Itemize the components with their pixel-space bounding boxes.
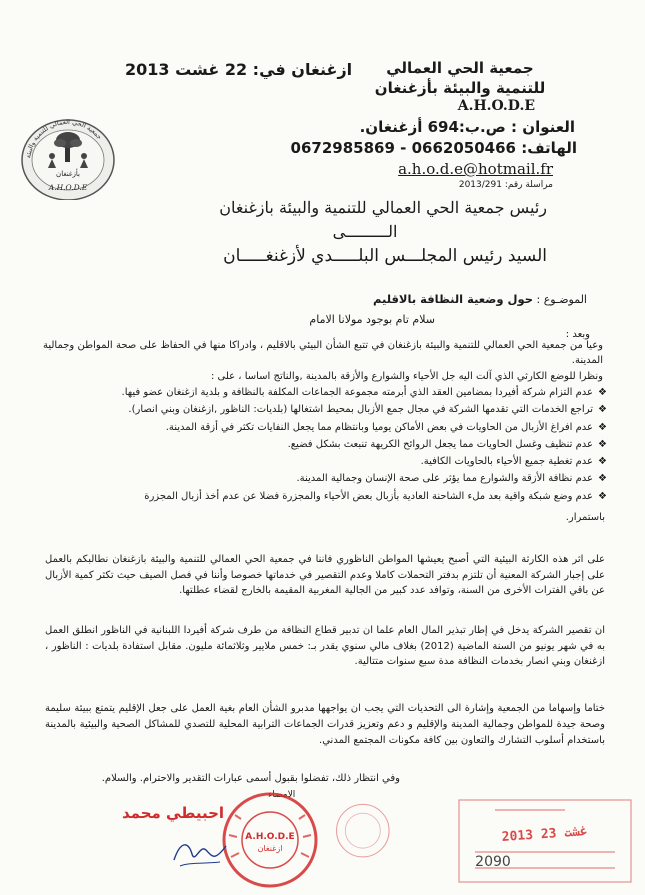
list-item: ❖ عدم نظافة الأزقة والشوارع مما يؤثر على صحة الإنسان وجمالية المدينة. [42,470,607,487]
faded-stamp-icon [330,800,400,870]
reference-number: مراسلة رقم: 2013/291 [458,180,553,190]
signatory-name: احبيطي محمد [122,804,225,822]
paragraph-3: على اثر هذه الكارثة البيئية التي أصبح يعيشها المواطن الناظوري فاننا في جمعية الحي العمالي للتنمية والبيئة بازغنغان نطالبكم بالعمل على إجبار الشركة المعنية أن تلتزم بدفتر التحملات كاملا وعدم التقصير في خدماتها خصوصا وأننا في فصل الصيف حيث تكثر كمية الأزبال عن باقي الفترات الأخرى من السنة، وتوافد عدد كبير من الجالية المغربية المقيمة بالخارج لقضاء عطلتها. [45,554,605,596]
logo-town: بأزغنغان [56,170,80,178]
org-name-line2: للتنمية والبيئة بأزغنغان [374,79,546,97]
org-address: العنوان : ص.ب:694 أزغنغان. [359,118,575,136]
received-stamp-date: 2013 غشت 23 [501,824,589,845]
letter-date: ازغنغان في: 22 غشت 2013 [125,60,353,79]
paragraph-5: ختاما وإسهاما من الجمعية وإشارة الى التحديات التي يجب ان يواجهها مدبرو الشأن العام بغية العمل على جعل الإقليم يتمتع ببيئة سليمة وصحة جيدة للمواطن وجمالية المدينة والإقليم و دعم وتعزيز قدرات الجماعات الترابية المحلية للتصدي للمشاكل الصحية والبيئية بالمدينة باستخدام أسلوب التشارك والتعاون بين كافة مكونات المجتمع المدني. [45,703,605,746]
org-logo-emblem [18,110,118,200]
salutation: سلام تام بوجود مولانا الامام [309,313,435,326]
org-acronym: A.H.O.D.E [457,98,535,114]
list-item: ❖ عدم التزام شركة أفيردا بمضامين العقد الذي أبرمته مجموعة الجماعات المكلفة بالنظافة و بلدية ازغنغان عضو فيها. [42,384,607,401]
list-item: ❖ تراجع الخدمات التي تقدمها الشركة في مجال جمع الأزبال بمحيط اشتغالها (بلديات: الناظور ,ازغنغان وبني انصار). [42,401,607,418]
round-stamp-town: ازغنغان [257,844,283,853]
bullet-continuation: باستمرار. [565,512,605,523]
list-item: ❖ عدم وضع شبكة واقية بعد ملء الشاحنة العادية بأزبال بعض الأحياء والمجزرة فضلا عن عدم أخذ أزبال المجزرة [42,488,607,505]
logo-acronym: A.H.O.D.E [48,183,88,192]
paragraph-4: ان تقصير الشركة يدخل في إطار تبذير المال العام علما ان تدبير قطاع النظافة من طرف شركة أفيردا اللبنانية في الناظور انطلق العمل به في شهر يونيو من السنة الماضية (2012) بغلاف مالي سنوي يقدر بـ: خمس ملايير وثلاثمائة مليون. مقابل استفادة بلديات : الناظور ، ازغنغان وبني انصار بخدمات النظافة مدة سبع سنوات متتالية. [45,625,605,667]
logo-arc-text: جمعية الحي العمالي للتنمية والبيئة [24,117,104,159]
paragraph-1: وعيا من جمعية الحي العمالي للتنمية والبيئة بازغنغان في تتبع الشأن البيئي بالاقليم ، وادراكا منها في الحفاظ على صحة المواطن وجمالية المدينة. [43,340,603,366]
list-item: ❖ عدم افراغ الأزبال من الحاويات في بعض الأماكن يوميا وبانتظام مما يجعل النفايات تكثر في أزقة المدينة. [42,419,607,436]
list-item: ❖ عدم تنظيف وغسل الحاويات مما يجعل الروائح الكريهة تنبعث بشكل فضيع. [42,436,607,453]
received-stamp-number: 2090 [475,854,511,870]
org-phone: الهاتف: 0662050466 - 0672985869 [290,139,577,157]
paragraph-2: ونظرا للوضع الكارثي الذي آلت اليه جل الأحياء والشوارع والأزقة بالمدينة ,والناتج اساسا ، على : [210,371,603,382]
received-stamp-icon [455,796,635,886]
org-name [345,58,575,98]
handwritten-signature [170,832,230,872]
subject-line [373,292,587,306]
list-item: ❖ عدم تغطية جميع الأحياء بالحاويات الكافية. [42,453,607,470]
recipient-title: السيد رئيس المجلـــس البلـــــدي لأزغنغـــــان [223,246,547,266]
subject-text: حول وضعية النظافة بالاقليم [373,292,534,306]
round-stamp-text: A.H.O.D.E [245,832,295,842]
problems-list [42,384,607,505]
after-greeting: وبعد : [565,329,590,340]
closing-line: وفي انتظار ذلك، تفضلوا بقبول أسمى عبارات التقدير والاحترام. والسلام. [101,773,400,784]
org-name-line1: جمعية الحي العمالي [386,59,534,77]
sender-title: رئيس جمعية الحي العمالي للتنمية والبيئة بازغنغان [219,198,547,217]
org-email: a.h.o.d.e@hotmail.fr [398,160,553,178]
subject-label: الموضـوع : [536,293,587,306]
signature-title: الامضاء [268,790,296,800]
round-stamp-icon [215,785,325,895]
to-word: الـــــــــى [332,222,398,241]
